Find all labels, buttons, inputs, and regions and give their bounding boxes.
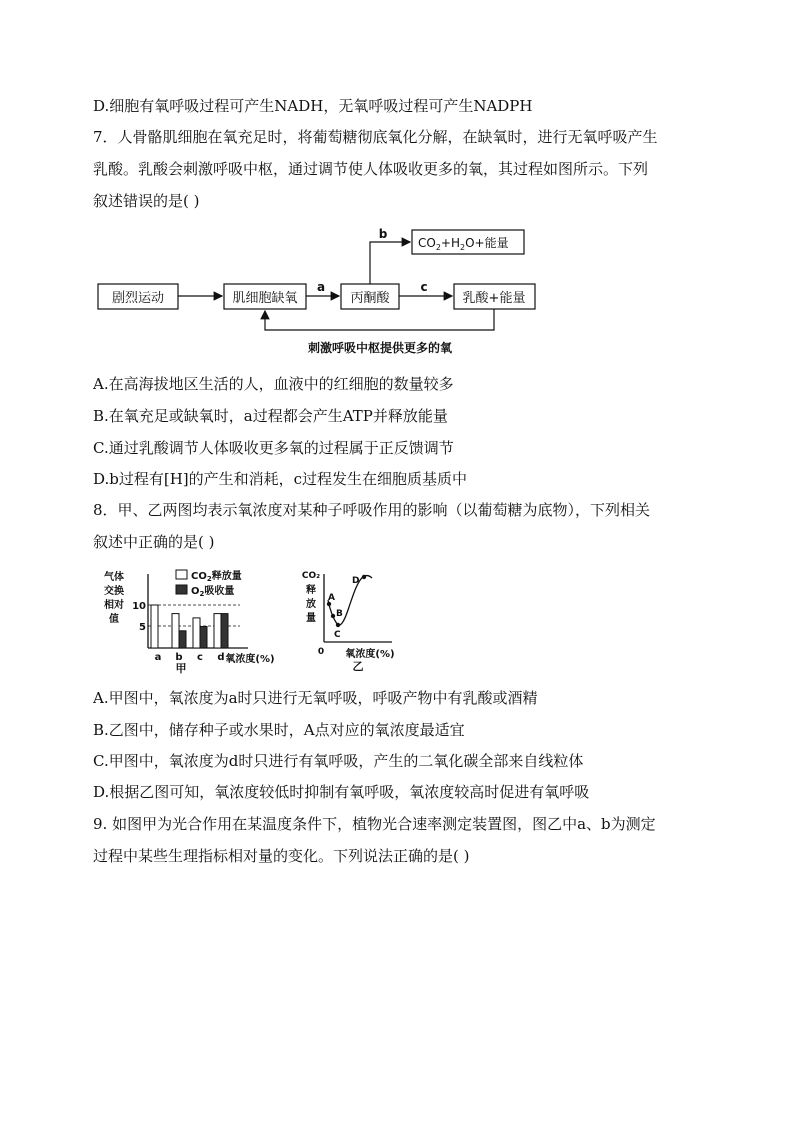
flow-arrow-label-c: c <box>420 280 428 294</box>
legend-swatch-o2 <box>176 585 187 594</box>
jia-ylabel-line-1: 气体 <box>104 572 124 583</box>
yi-ylabel-line-2: 释 <box>306 585 316 596</box>
bar-o2-d <box>221 614 228 648</box>
jia-ylabel-line-3: 相对 <box>104 600 124 611</box>
jia-ylabel-line-2: 交换 <box>104 586 124 597</box>
flow-diagram <box>90 222 550 364</box>
q8-option-d: D.根据乙图可知，氧浓度较低时抑制有氧呼吸，氧浓度较高时促进有氧呼吸 <box>93 783 590 801</box>
flow-feedback-label: 刺激呼吸中枢提供更多的氧 <box>307 341 453 355</box>
flow-arrow-label-a: a <box>316 280 326 294</box>
q9-stem-line-2: 过程中某些生理指标相对量的变化。下列说法正确的是( ) <box>93 847 470 865</box>
jia-ytick-10: 10 <box>132 601 146 612</box>
flow-arrow-label-b: b <box>378 227 388 241</box>
flow-label-co2-water: $CO_2+H_2O+$能量 <box>418 236 509 252</box>
yi-xlabel: 氧浓度(%) <box>345 649 395 660</box>
bar-co2-d <box>214 614 221 648</box>
bar-o2-b <box>179 631 186 648</box>
q6-option-d: D.细胞有氧呼吸过程可产生NADH，无氧呼吸过程可产生NADPH <box>93 97 533 115</box>
q8-option-a: A.甲图中，氧浓度为a时只进行无氧呼吸，呼吸产物中有乳酸或酒精 <box>93 689 538 707</box>
yi-ylabel-line-3: 放 <box>306 599 316 610</box>
yi-point-d <box>362 575 366 579</box>
jia-cat-b: b <box>175 652 183 663</box>
q8-stem-line-1: 8．甲、乙两图均表示氧浓度对某种子呼吸作用的影响（以葡萄糖为底物），下列相关 <box>93 501 651 519</box>
yi-caption: 乙 <box>352 660 364 673</box>
bar-o2-c <box>200 627 207 649</box>
q7-stem-line-3: 叙述错误的是( ) <box>93 192 200 210</box>
legend-label-o2: $O_2$吸收量 <box>191 586 235 598</box>
yi-label-d: D <box>352 576 360 586</box>
q8-option-b: B.乙图中，储存种子或水果时，A点对应的氧浓度最适宜 <box>93 721 465 739</box>
yi-origin: 0 <box>317 647 325 657</box>
yi-point-c <box>336 623 340 627</box>
q7-option-d: D.b过程有[H]的产生和消耗，c过程发生在细胞质基质中 <box>93 470 468 488</box>
legend-swatch-co2 <box>176 570 187 579</box>
q9-stem-line-1: 9. 如图甲为光合作用在某温度条件下，植物光合速率测定装置图，图乙中a、b为测定 <box>93 815 656 833</box>
flow-label-lactate: 乳酸+能量 <box>462 291 526 306</box>
legend-label-co2: $CO_2$释放量 <box>191 571 242 583</box>
jia-cat-c: c <box>197 652 203 663</box>
jia-ytick-5: 5 <box>139 622 146 633</box>
jia-cat-a: a <box>154 652 162 663</box>
q7-option-c: C.通过乳酸调节人体吸收更多氧的过程属于正反馈调节 <box>93 439 454 457</box>
jia-caption: 甲 <box>175 662 187 674</box>
jia-ylabel-line-4: 值 <box>109 614 119 625</box>
bar-co2-c <box>193 618 200 648</box>
bar-co2-a <box>151 605 158 648</box>
q7-option-a: A.在高海拔地区生活的人，血液中的红细胞的数量较多 <box>93 375 454 393</box>
flow-label-hypoxia: 肌细胞缺氧 <box>232 291 298 306</box>
q7-option-b: B.在氧充足或缺氧时，a过程都会产生ATP并释放能量 <box>93 407 448 425</box>
q7-stem-line-1: 7．人骨骼肌细胞在氧充足时，将葡萄糖彻底氧化分解，在缺氧时，进行无氧呼吸产生 <box>93 128 658 146</box>
jia-cat-d: d <box>217 652 225 663</box>
flow-arrow-b <box>370 242 410 284</box>
q8-stem-line-2: 叙述中正确的是( ) <box>93 533 215 551</box>
flow-label-pyruvate: 丙酮酸 <box>350 291 390 306</box>
q8-option-c: C.甲图中，氧浓度为d时只进行有氧呼吸，产生的二氧化碳全部来自线粒体 <box>93 752 584 770</box>
yi-ylabel-line-1: CO₂ <box>301 571 321 581</box>
yi-point-b <box>331 614 335 618</box>
flow-label-exercise: 剧烈运动 <box>111 291 165 306</box>
q7-stem-line-2: 乳酸。乳酸会刺激呼吸中枢，通过调节使人体吸收更多的氧，其过程如图所示。下列 <box>93 160 649 178</box>
yi-ylabel-line-4: 量 <box>306 613 316 624</box>
bar-co2-b <box>172 614 179 648</box>
line-chart-yi <box>300 566 415 674</box>
bar-chart-jia <box>100 566 290 674</box>
flow-feedback-arrow <box>265 309 494 330</box>
yi-label-b: B <box>336 609 343 619</box>
jia-xlabel: 氧浓度(%) <box>225 654 275 665</box>
yi-label-a: A <box>328 593 335 603</box>
yi-label-c: C <box>334 630 341 640</box>
